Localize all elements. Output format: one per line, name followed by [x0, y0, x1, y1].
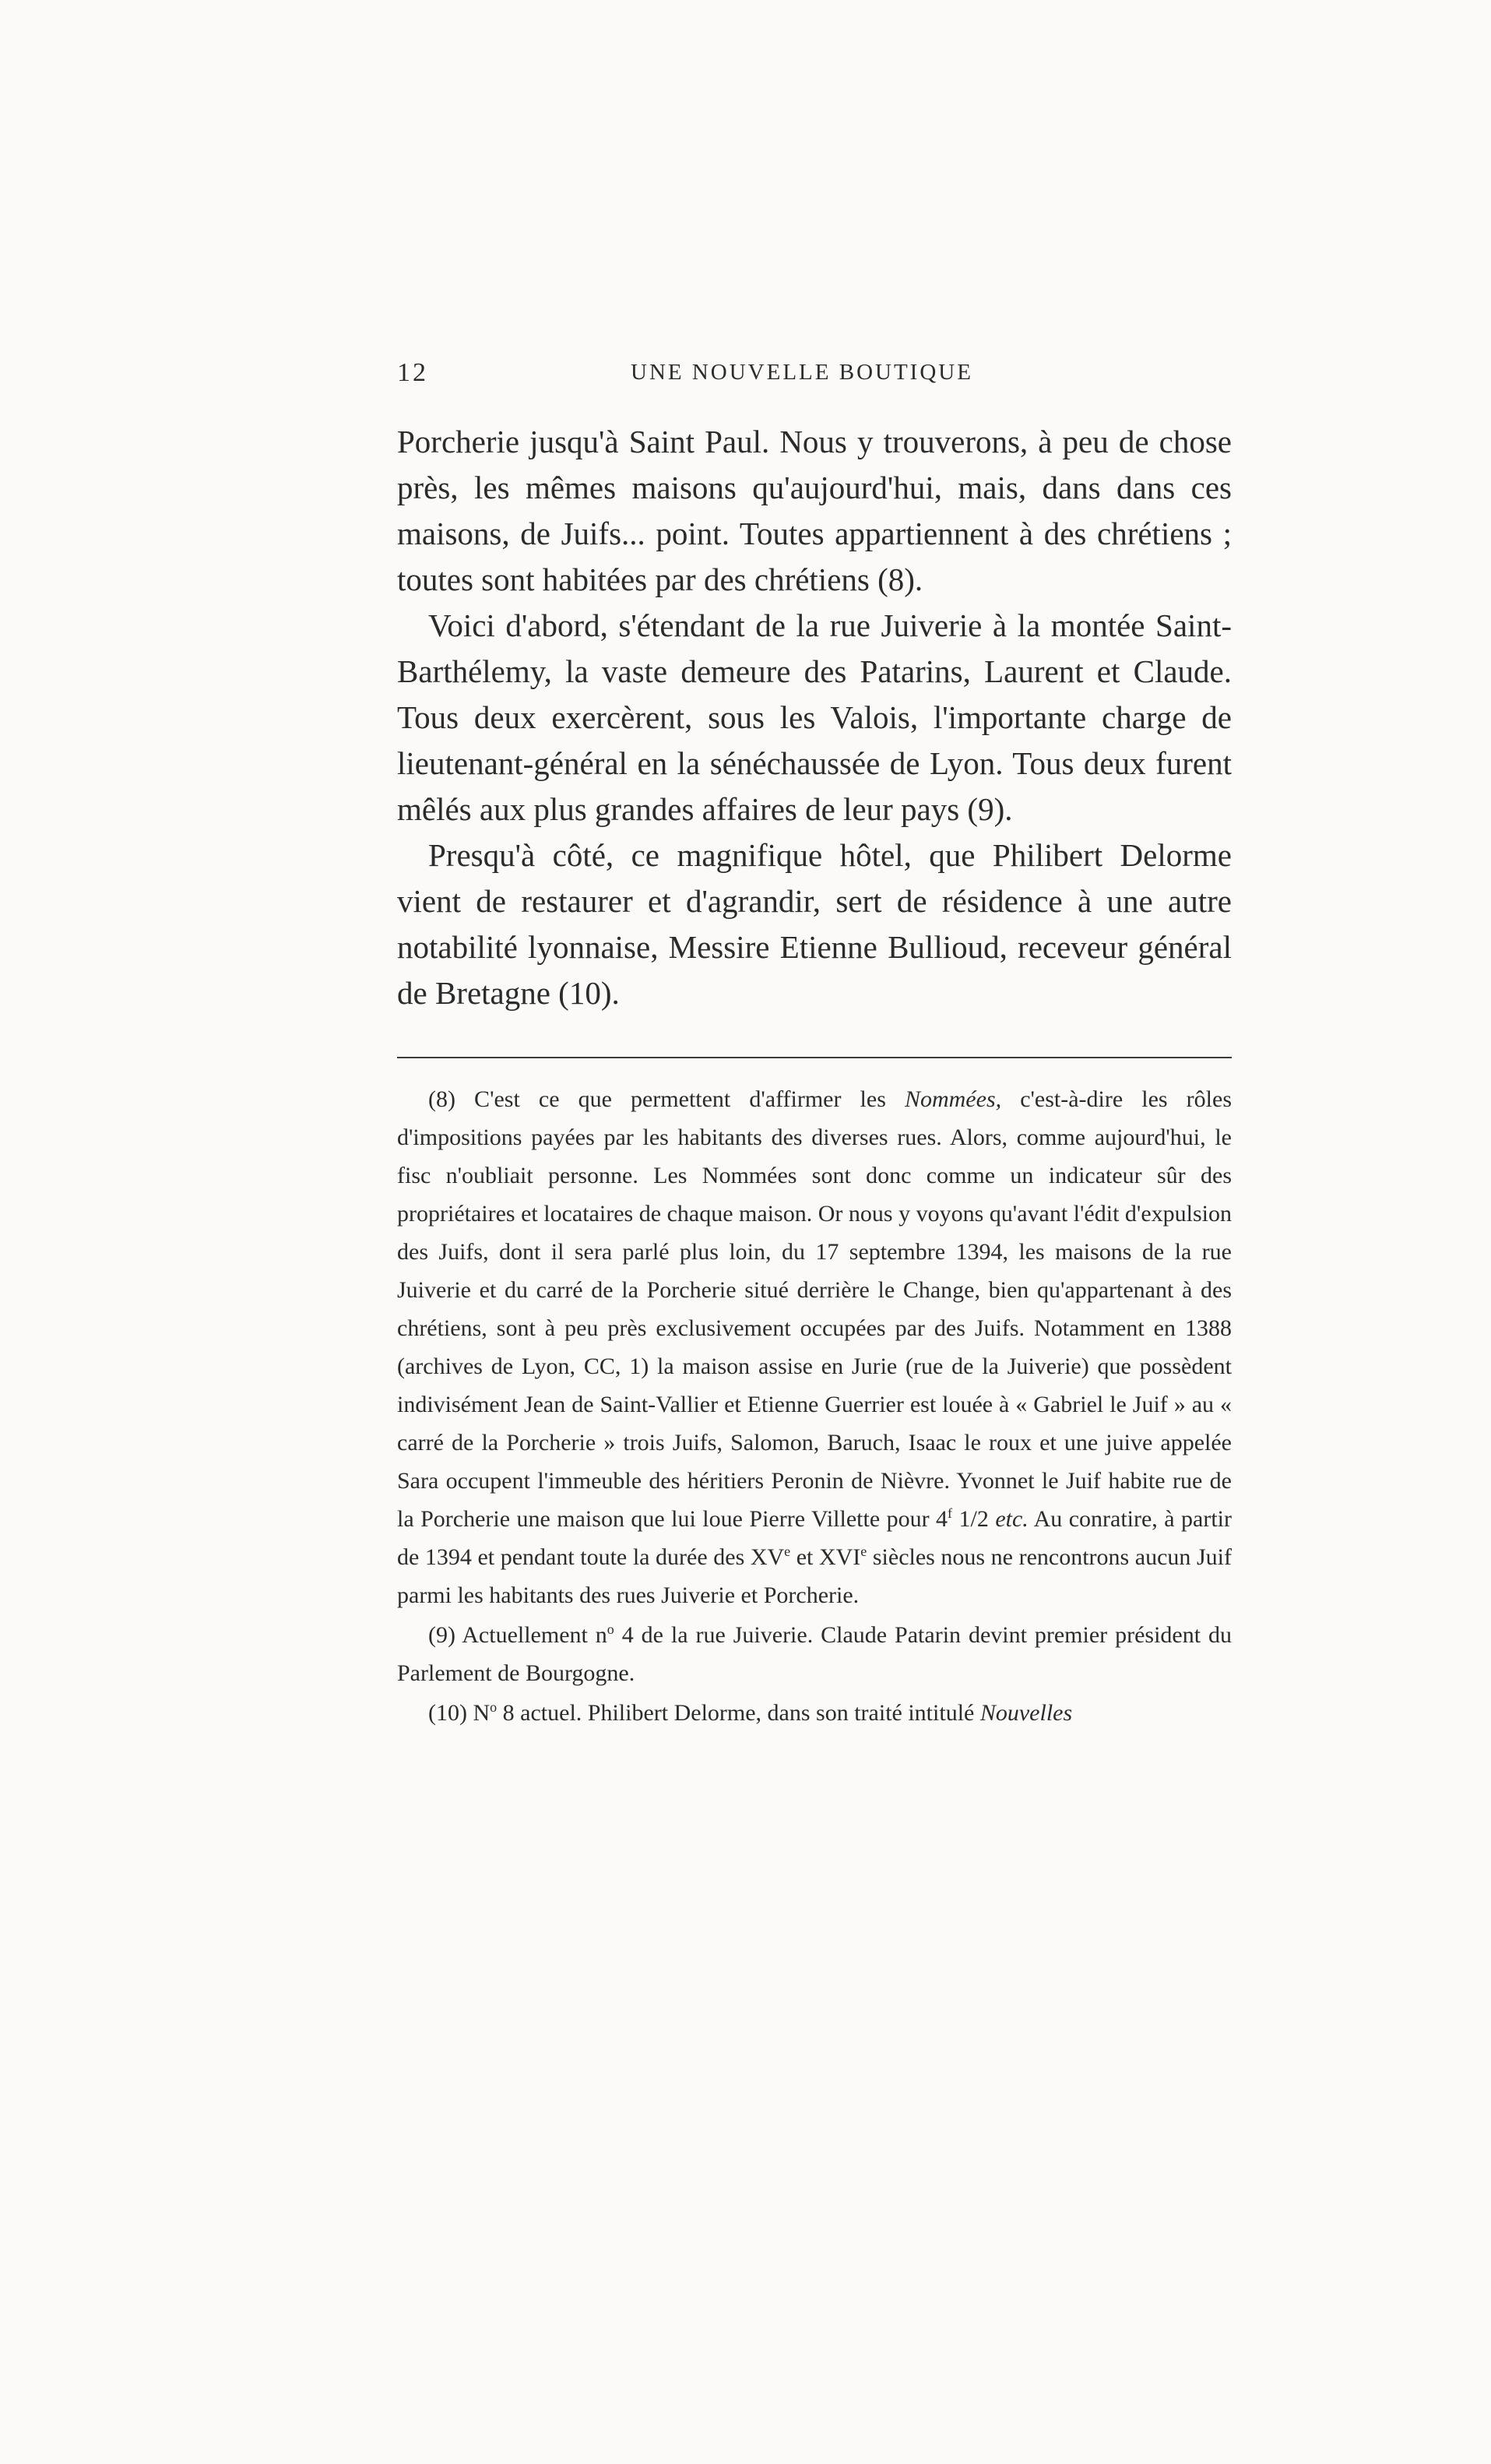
- footnote-text: 4 de la rue Juiverie. Claude Patarin devint premier président du Parlement de Bourgogne.: [397, 1622, 1232, 1686]
- footnote-text: (8) C'est ce que permettent d'affirmer les: [428, 1086, 905, 1112]
- paragraph: Porcherie jusqu'à Saint Paul. Nous y trouverons, à peu de chose près, les mêmes maisons qu'aujourd'hui, mais, dans dans ces maisons, de Juifs... point. Toutes appartiennent à des chrétiens ; toutes sont habitées par des chrétiens (8).: [397, 424, 1232, 597]
- footnote-text: et XVI: [790, 1544, 861, 1570]
- footnote-text: Au conratire, à partir de 1394 et pendant toute la durée des XV: [397, 1506, 1233, 1570]
- footnote-text: (9) Actuellement n: [428, 1622, 607, 1648]
- footnote-8: [397, 1080, 1232, 1614]
- footnote-text: 1/2: [952, 1506, 996, 1532]
- footnote-italic: etc.: [995, 1506, 1029, 1532]
- footnote-superscript: e: [860, 1544, 867, 1559]
- footnote-10: [397, 1694, 1232, 1732]
- paragraph: Presqu'à côté, ce magnifique hôtel, que Philibert Delorme vient de restaurer et d'agrandir, sert de résidence à une autre notabilité lyonnaise, Messire Etienne Bullioud, receveur général de Bretagne (10).: [397, 837, 1232, 1011]
- footnote-separator: [397, 1057, 1232, 1058]
- footnote-italic: Nommées,: [904, 1086, 1002, 1112]
- page-number: 12: [397, 358, 428, 387]
- footnotes: [397, 1080, 1232, 1732]
- footnote-text: 8 actuel. Philibert Delorme, dans son traité intitulé: [497, 1700, 980, 1726]
- footnote-superscript: f: [948, 1505, 953, 1521]
- footnote-italic: Nouvelles: [979, 1700, 1073, 1726]
- footnote-text: (10) N: [428, 1700, 491, 1726]
- main-text: [397, 419, 1232, 1016]
- paragraph: Voici d'abord, s'étendant de la rue Juiverie à la montée Saint-Barthélemy, la vaste demeure des Patarins, Laurent et Claude. Tous deux exercèrent, sous les Valois, l'importante charge de lieutenant-général en la sénéchaussée de Lyon. Tous deux furent mêlés aux plus grandes affaires de leur pays (9).: [397, 607, 1232, 827]
- footnote-9: [397, 1616, 1232, 1692]
- footnote-text: c'est-à-dire les rôles d'impositions payées par les habitants des diverses rues. Alors, comme aujourd'hui, le fisc n'oubliait personne. Les Nommées sont donc comme un indicateur sûr des propriétaires et locataires de chaque maison. Or nous y voyons qu'avant l'édit d'expulsion des Juifs, dont il sera parlé plus loin, du 17 septembre 1394, les maisons de la rue Juiverie et du carré de la Porcherie situé derrière le Change, bien qu'appartenant à des chrétiens, sont à peu près exclusivement occupées par des Juifs. Notamment en 1388 (archives de Lyon, CC, 1) la maison assise en Jurie (rue de la Juiverie) que possèdent indivisément Jean de Saint-Vallier et Etienne Guerrier est louée à « Gabriel le Juif » au « carré de la Porcherie » trois Juifs, Salomon, Baruch, Isaac le roux et une juive appelée Sara occupent l'immeuble des héritiers Peronin de Nièvre. Yvonnet le Juif habite rue de la Porcherie une maison que lui loue Pierre Villette pour 4: [397, 1086, 1232, 1532]
- footnote-superscript: e: [784, 1544, 791, 1559]
- book-page: [397, 358, 1232, 1734]
- page-header: [397, 358, 1232, 405]
- footnote-superscript: o: [490, 1699, 498, 1715]
- running-title: UNE NOUVELLE BOUTIQUE: [631, 360, 973, 385]
- footnote-superscript: o: [607, 1621, 614, 1637]
- footnote-text: siècles nous ne rencontrons aucun Juif parmi les habitants des rues Juiverie et Porcherie.: [397, 1544, 1232, 1608]
